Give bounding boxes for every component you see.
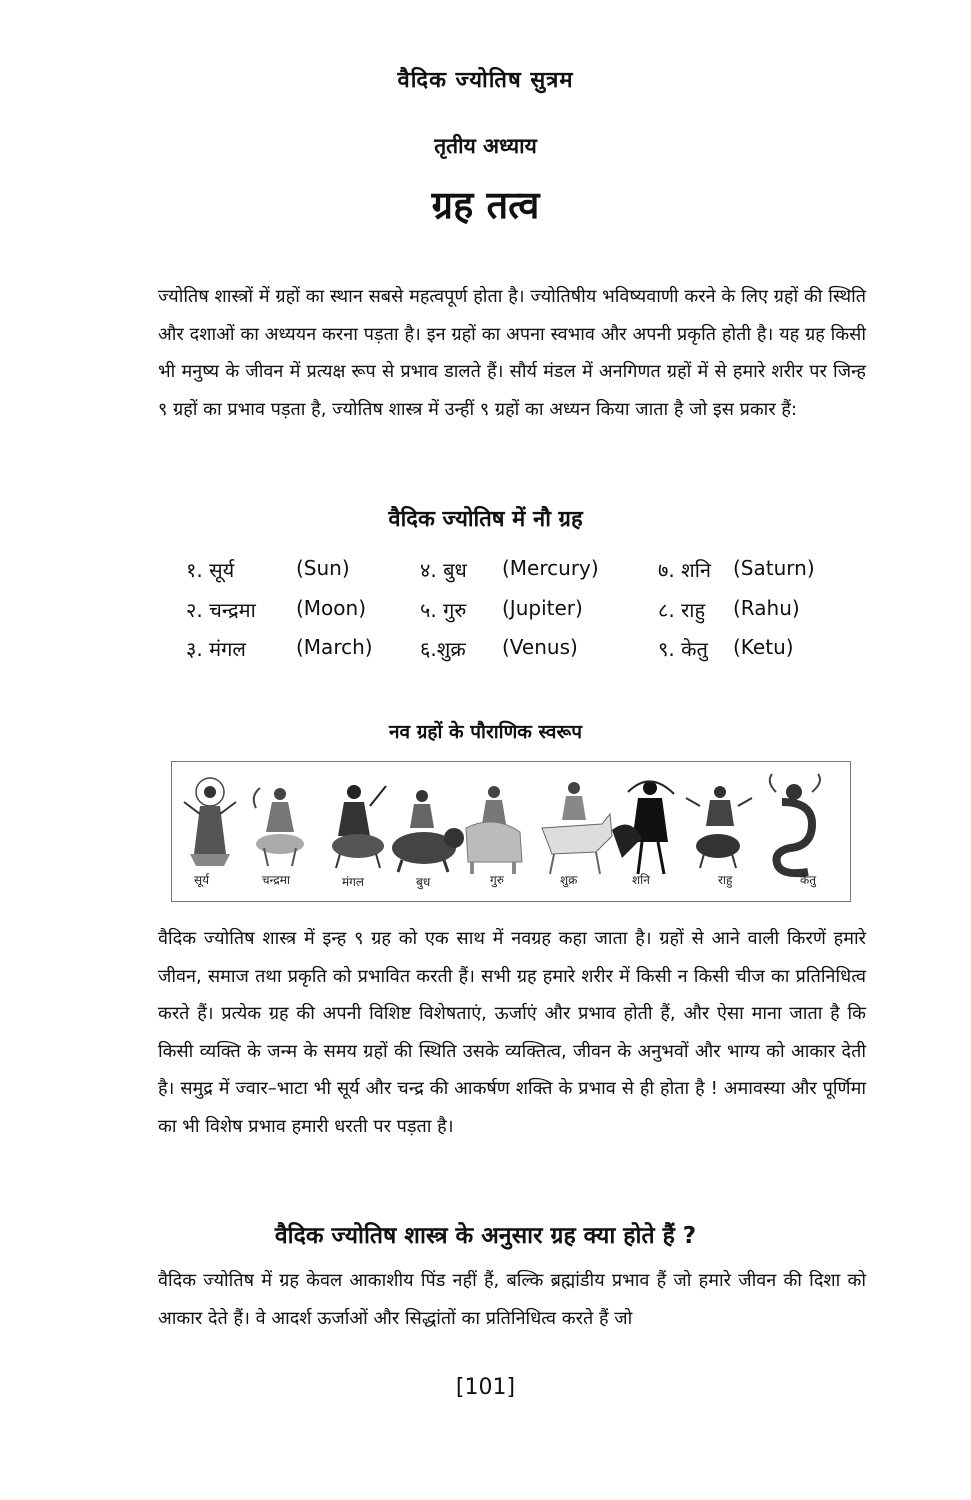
book-title: वैदिक ज्योतिष सुत्रम bbox=[397, 68, 574, 93]
planet-english-name: (March) bbox=[296, 635, 373, 659]
planet-hindi-name: ६.शुक्र bbox=[420, 637, 466, 661]
figure-shani bbox=[612, 781, 674, 874]
planet-english-name: (Moon) bbox=[296, 595, 367, 620]
figure-guru bbox=[466, 786, 522, 874]
chapter-label: तृतीय अध्याय bbox=[434, 134, 537, 158]
planet-english-name: (Ketu) bbox=[733, 635, 794, 659]
planet-english-name: (Jupiter) bbox=[502, 595, 583, 620]
planet-hindi-name: २. चन्द्रमा bbox=[186, 597, 256, 622]
planet-english-name: (Saturn) bbox=[733, 556, 815, 580]
planet-english-name: (Venus) bbox=[502, 635, 578, 659]
planet-hindi-name: ५. गुरु bbox=[420, 597, 467, 622]
caption-budh: बुध bbox=[416, 875, 431, 889]
mythic-forms-heading: नव ग्रहों के पौराणिक स्वरूप bbox=[388, 721, 583, 743]
planet-row bbox=[186, 556, 866, 596]
planet-hindi-name: १. सूर्य bbox=[186, 558, 235, 582]
figure-surya bbox=[184, 778, 236, 866]
planet-english-name: (Sun) bbox=[296, 556, 350, 580]
caption-ketu: केतु bbox=[800, 873, 817, 887]
caption-chandra: चन्द्रमा bbox=[262, 873, 290, 887]
planets-definition-paragraph: वैदिक ज्योतिष में ग्रह केवल आकाशीय पिंड नहीं हैं, बल्कि ब्रह्मांडीय प्रभाव हैं जो हमारे जीवन की दिशा को आकार देते हैं। वे आदर्श ऊर्जाओं और सिद्धांतों का प्रतिनिधित्व करते हैं जो bbox=[158, 1270, 866, 1329]
planet-hindi-name: ९. केतु bbox=[658, 637, 708, 661]
navagraha-paragraph: वैदिक ज्योतिष शास्त्र में इन्ह ९ ग्रह को एक साथ में नवग्रह कहा जाता है। ग्रहों से आने वाली किरणें हमारे जीवन, समाज तथा प्रकृति को प्रभावित करती हैं। सभी ग्रह हमारे शरीर में किसी न किसी चीज का प्रतिनिधित्व करते हैं। प्रत्येक ग्रह की अपनी विशिष्ट विशेषताएं, ऊर्जाएं और प्रभाव होती हैं, और ऐसा माना जाता है कि किसी व्यक्ति के जन्म के समय ग्रहों की स्थिति उसके व्यक्तित्व, जीवन के अनुभवों और भाग्य को आकार देती है। समुद्र में ज्वार–भाटा भी सूर्य और चन्द्र की आकर्षण शक्ति के प्रभाव से ही होता है ! अमावस्या और पूर्णिमा का भी विशेष प्रभाव हमारी धरती पर पड़ता है। bbox=[158, 928, 866, 1137]
intro-paragraph: ज्योतिष शास्त्रों में ग्रहों का स्थान सबसे महत्वपूर्ण होता है। ज्योतिषीय भविष्यवाणी करने के लिए ग्रहों की स्थिति और दशाओं का अध्ययन करना पड़ता है। इन ग्रहों का अपना स्वभाव और अपनी प्रकृति होती है। यह ग्रह किसी भी मनुष्य के जीवन में प्रत्यक्ष रूप से प्रभाव डालते हैं। सौर्य मंडल में अनगिणत ग्रहों में से हमारे शरीर पर जिन्ह ९ ग्रहों का प्रभाव पड़ता है, ज्योतिष शास्त्र में उन्हीं ९ ग्रहों का अध्यन किया जाता है जो इस प्रकार हैं: bbox=[158, 286, 866, 420]
chapter-title: ग्रह तत्व bbox=[431, 183, 540, 227]
caption-shani: शनि bbox=[632, 873, 650, 887]
navagraha-illustration bbox=[171, 761, 851, 902]
planet-hindi-name: ३. मंगल bbox=[186, 637, 246, 661]
caption-guru: गुरु bbox=[490, 873, 504, 887]
nine-planets-heading: वैदिक ज्योतिष में नौ ग्रह bbox=[388, 507, 583, 532]
planet-hindi-name: ७. शनि bbox=[658, 558, 711, 582]
caption-mangal: मंगल bbox=[342, 875, 365, 889]
figure-chandra bbox=[254, 788, 304, 866]
figure-shukra bbox=[542, 782, 612, 874]
planet-english-name: (Mercury) bbox=[502, 556, 599, 580]
planet-row bbox=[186, 596, 866, 636]
planet-english-name: (Rahu) bbox=[733, 595, 800, 620]
caption-surya: सूर्य bbox=[194, 873, 210, 887]
planet-row bbox=[186, 635, 866, 675]
figure-budh bbox=[392, 790, 464, 872]
navagraha-figures bbox=[172, 762, 850, 901]
planet-hindi-name: ८. राहु bbox=[658, 597, 706, 622]
caption-shukra: शुक्र bbox=[560, 873, 578, 887]
planet-hindi-name: ४. बुध bbox=[420, 558, 467, 582]
caption-rahu: राहु bbox=[718, 873, 733, 887]
figure-rahu bbox=[686, 786, 752, 868]
figure-mangal bbox=[332, 785, 386, 868]
planet-list bbox=[186, 556, 866, 675]
figure-ketu bbox=[770, 774, 820, 873]
page-number: [101] bbox=[455, 1375, 516, 1400]
planets-question-heading: वैदिक ज्योतिष शास्त्र के अनुसार ग्रह क्या होते हैं ? bbox=[274, 1223, 697, 1249]
